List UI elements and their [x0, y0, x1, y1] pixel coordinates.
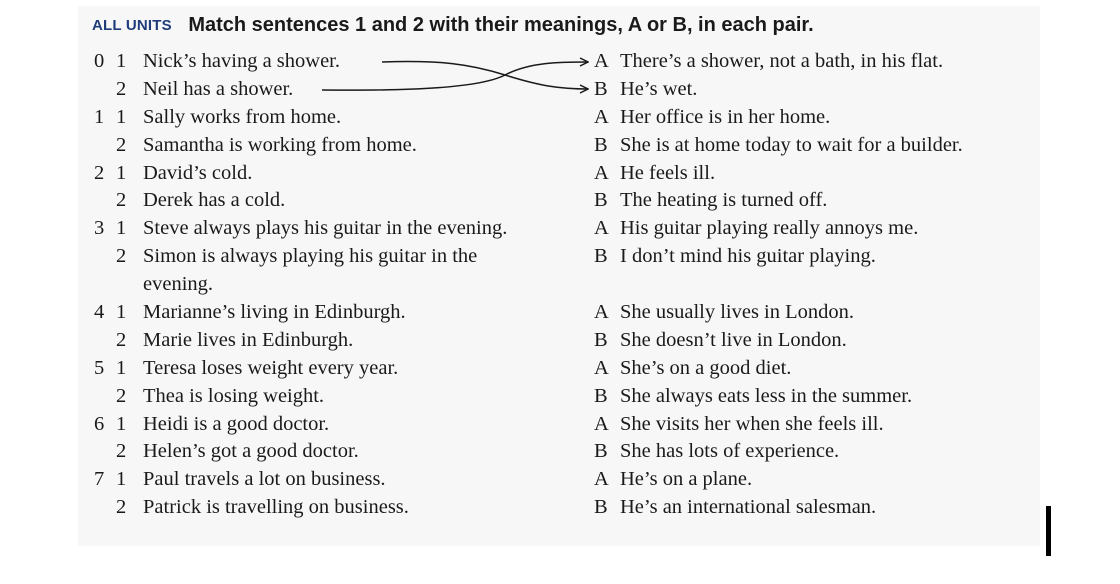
sentence-text: Thea is losing weight. — [143, 384, 325, 407]
sentence-text: Sally works from home. — [143, 105, 342, 128]
sentence-text: Marie lives in Edinburgh. — [143, 328, 354, 351]
sentence-number: 2 — [116, 384, 127, 407]
meaning-letter: B — [594, 133, 608, 156]
sentence-number: 2 — [116, 440, 127, 463]
row-7-2 — [0, 494, 1120, 522]
pair-number: 5 — [94, 356, 105, 379]
sentence-text: Teresa loses weight every year. — [143, 356, 399, 379]
meaning-letter: B — [594, 496, 608, 519]
row-4-2 — [0, 327, 1120, 355]
row-6-2 — [0, 438, 1120, 466]
meaning-text: His guitar playing really annoys me. — [620, 217, 919, 240]
sentence-number: 1 — [116, 356, 127, 379]
meaning-text: She doesn’t live in London. — [620, 328, 847, 351]
sentence-number: 2 — [116, 496, 127, 519]
sentence-number: 1 — [116, 50, 127, 72]
sentence-text: Neil has a shower. — [143, 77, 294, 100]
sentence-text: Samantha is working from home. — [143, 133, 417, 156]
meaning-text: She’s on a good diet. — [620, 356, 792, 379]
text-cursor — [1046, 506, 1051, 556]
meaning-letter: A — [594, 217, 609, 240]
sentence-number: 1 — [116, 468, 127, 491]
row-2-1 — [0, 160, 1120, 188]
meaning-text: She usually lives in London. — [620, 301, 855, 324]
meaning-letter: B — [594, 440, 608, 463]
sentence-text: Heidi is a good doctor. — [143, 412, 330, 435]
meaning-letter: A — [594, 412, 609, 435]
meaning-text: I don’t mind his guitar playing. — [620, 245, 876, 268]
sentence-number: 1 — [116, 412, 127, 435]
meaning-letter: A — [594, 301, 609, 324]
pair-number: 2 — [94, 161, 105, 184]
meaning-letter: A — [594, 356, 609, 379]
meaning-letter: B — [594, 245, 608, 268]
meaning-text: He’s wet. — [620, 77, 698, 100]
sentence-text: Paul travels a lot on business. — [143, 468, 386, 491]
meaning-text: She visits her when she feels ill. — [620, 412, 884, 435]
meaning-text: She is at home today to wait for a builder. — [620, 133, 963, 156]
row-3-1 — [0, 215, 1120, 243]
meaning-text: Her office is in her home. — [620, 105, 831, 128]
sentence-number: 1 — [116, 301, 127, 324]
sentence-number: 2 — [116, 77, 127, 100]
row-6-1 — [0, 411, 1120, 439]
sentence-number: 1 — [116, 105, 127, 128]
pair-number: 7 — [94, 468, 105, 491]
meaning-letter: B — [594, 328, 608, 351]
meaning-letter: B — [594, 77, 608, 100]
meaning-text: She always eats less in the summer. — [620, 384, 913, 407]
pair-number: 3 — [94, 217, 105, 240]
meaning-text: He’s an international salesman. — [620, 496, 877, 519]
meaning-letter: B — [594, 384, 608, 407]
sentence-number: 2 — [116, 133, 127, 156]
sentence-text: Patrick is travelling on business. — [143, 496, 409, 519]
row-2-2 — [0, 187, 1120, 215]
exercise-header — [92, 14, 814, 37]
sentence-number: 1 — [116, 161, 127, 184]
pair-number: 1 — [94, 105, 105, 128]
sentence-text: Steve always plays his guitar in the evening. — [143, 217, 508, 240]
meaning-text: She has lots of experience. — [620, 440, 840, 463]
sentence-text: Marianne’s living in Edinburgh. — [143, 301, 406, 324]
row-1-2 — [0, 132, 1120, 160]
pair-number: 4 — [94, 301, 105, 324]
sentence-number: 2 — [116, 328, 127, 351]
meaning-text: He’s on a plane. — [620, 468, 753, 491]
unit-tag: ALL UNITS — [92, 17, 172, 34]
instruction-text: Match sentences 1 and 2 with their meanings, A or B, in each pair. — [188, 14, 814, 36]
meaning-letter: A — [594, 161, 609, 184]
pair-number: 0 — [94, 50, 105, 72]
sentence-number: 2 — [116, 245, 127, 268]
meaning-letter: A — [594, 105, 609, 128]
row-5-2 — [0, 383, 1120, 411]
sentence-number: 2 — [116, 189, 127, 212]
exercise-rows — [0, 48, 1120, 522]
pair-number: 6 — [94, 412, 105, 435]
sentence-text: Derek has a cold. — [143, 189, 286, 212]
meaning-text: He feels ill. — [620, 161, 716, 184]
sentence-text: Nick’s having a shower. — [143, 50, 340, 72]
row-5-1 — [0, 355, 1120, 383]
meaning-text: The heating is turned off. — [620, 189, 828, 212]
row-3-2 — [0, 243, 1120, 299]
row-0-2 — [0, 76, 1120, 104]
sentence-text: Helen’s got a good doctor. — [143, 440, 359, 463]
row-7-1 — [0, 466, 1120, 494]
meaning-text: There’s a shower, not a bath, in his flat. — [620, 50, 944, 72]
sentence-number: 1 — [116, 217, 127, 240]
row-4-1 — [0, 299, 1120, 327]
sentence-text: David’s cold. — [143, 161, 253, 184]
row-0-1 — [0, 48, 1120, 76]
meaning-letter: A — [594, 468, 609, 491]
meaning-letter: B — [594, 189, 608, 212]
meaning-letter: A — [594, 50, 609, 72]
sentence-text: Simon is always playing his guitar in the evening. — [143, 245, 478, 296]
row-1-1 — [0, 104, 1120, 132]
